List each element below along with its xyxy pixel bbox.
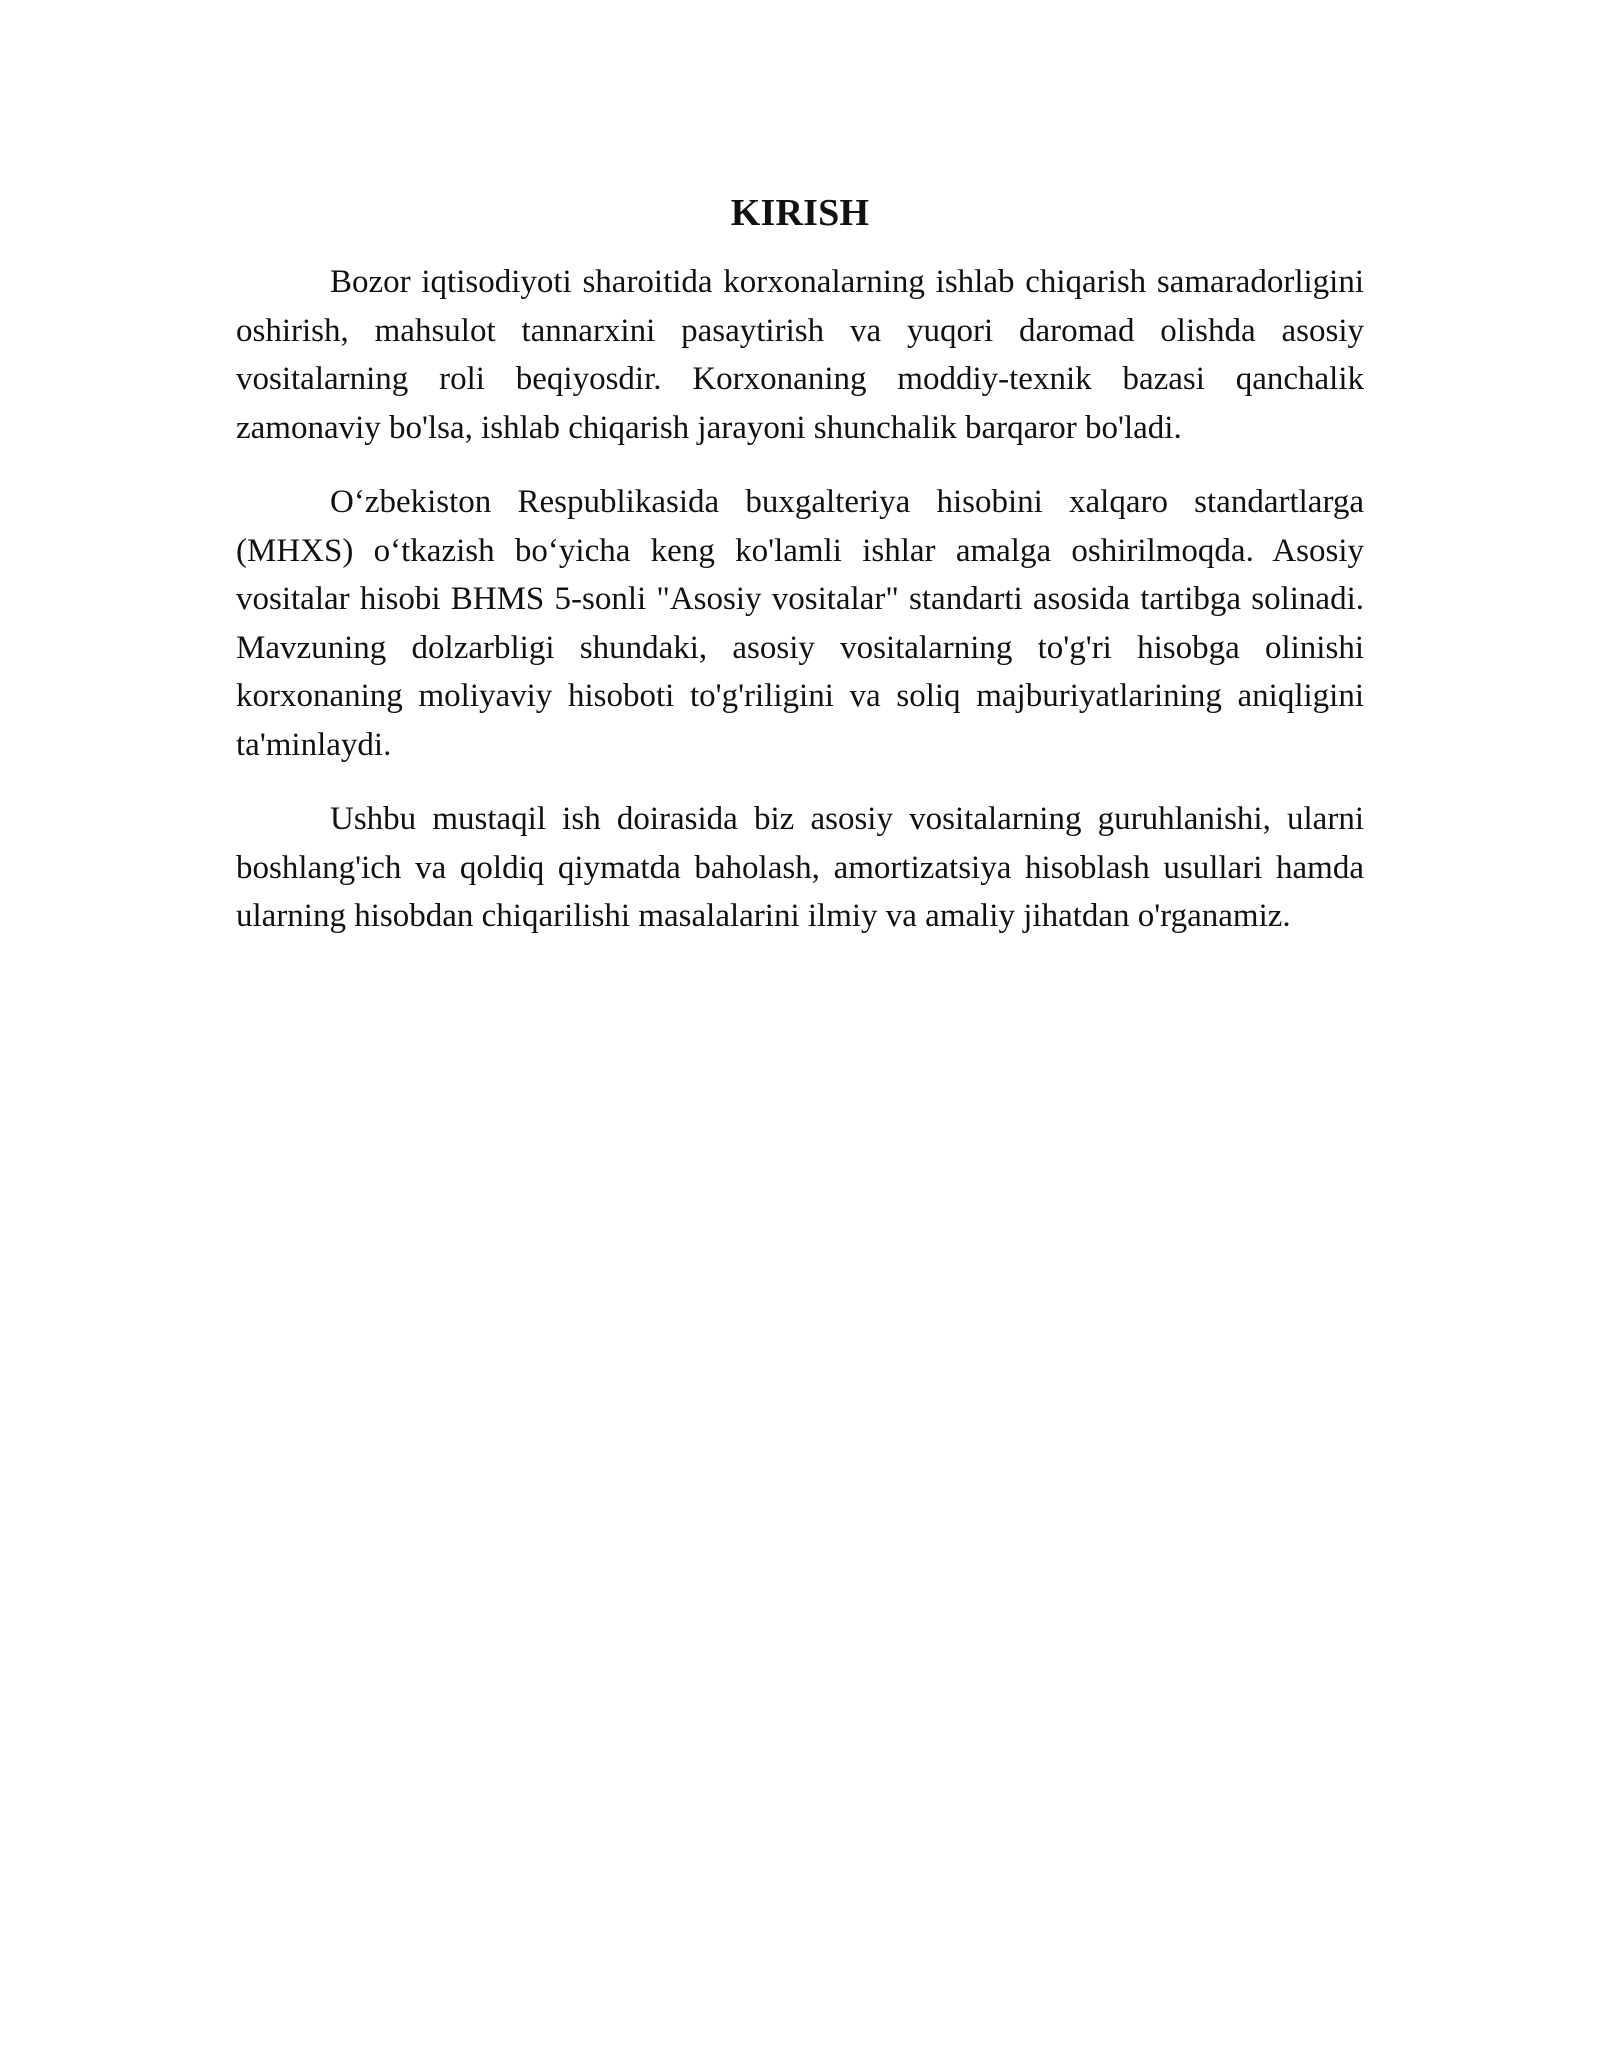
paragraph-1: Bozor iqtisodiyoti sharoitida korxonalarning ishlab chiqarish samaradorligini oshirish, mahsulot tannarxini pasaytirish va yuqori daromad olishda asosiy vositalarning roli beqiyosdir. Korxonaning moddiy-texnik bazasi qanchalik zamonaviy bo'lsa, ishlab chiqarish jarayoni shunchalik barqaror bo'ladi.: [236, 264, 1364, 446]
paragraph-3: Ushbu mustaqil ish doirasida biz asosiy vositalarning guruhlanishi, ularni boshlang'ich va qoldiq qiymatda baholash, amortizatsiya hisoblash usullari hamda ularning hisobdan chiqarilishi masalalarini ilmiy va amaliy jihatdan o'rganamiz.: [236, 801, 1364, 934]
paragraph-2: O‘zbekiston Respublikasida buxgalteriya hisobini xalqaro standartlarga (MHXS) o‘tkazish bo‘yicha keng ko'lamli ishlar amalga oshirilmoqda. Asosiy vositalar hisobi BHMS 5-sonli "Asosiy vositalar" standarti asosida tartibga solinadi. Mavzuning dolzarbligi shundaki, asosiy vositalarning to'g'ri hisobga olinishi korxonaning moliyaviy hisoboti to'g'riligini va soliq majburiyatlarining aniqligini ta'minlaydi.: [236, 484, 1364, 763]
document-body: [236, 186, 1364, 967]
page-title: KIRISH: [730, 192, 870, 234]
